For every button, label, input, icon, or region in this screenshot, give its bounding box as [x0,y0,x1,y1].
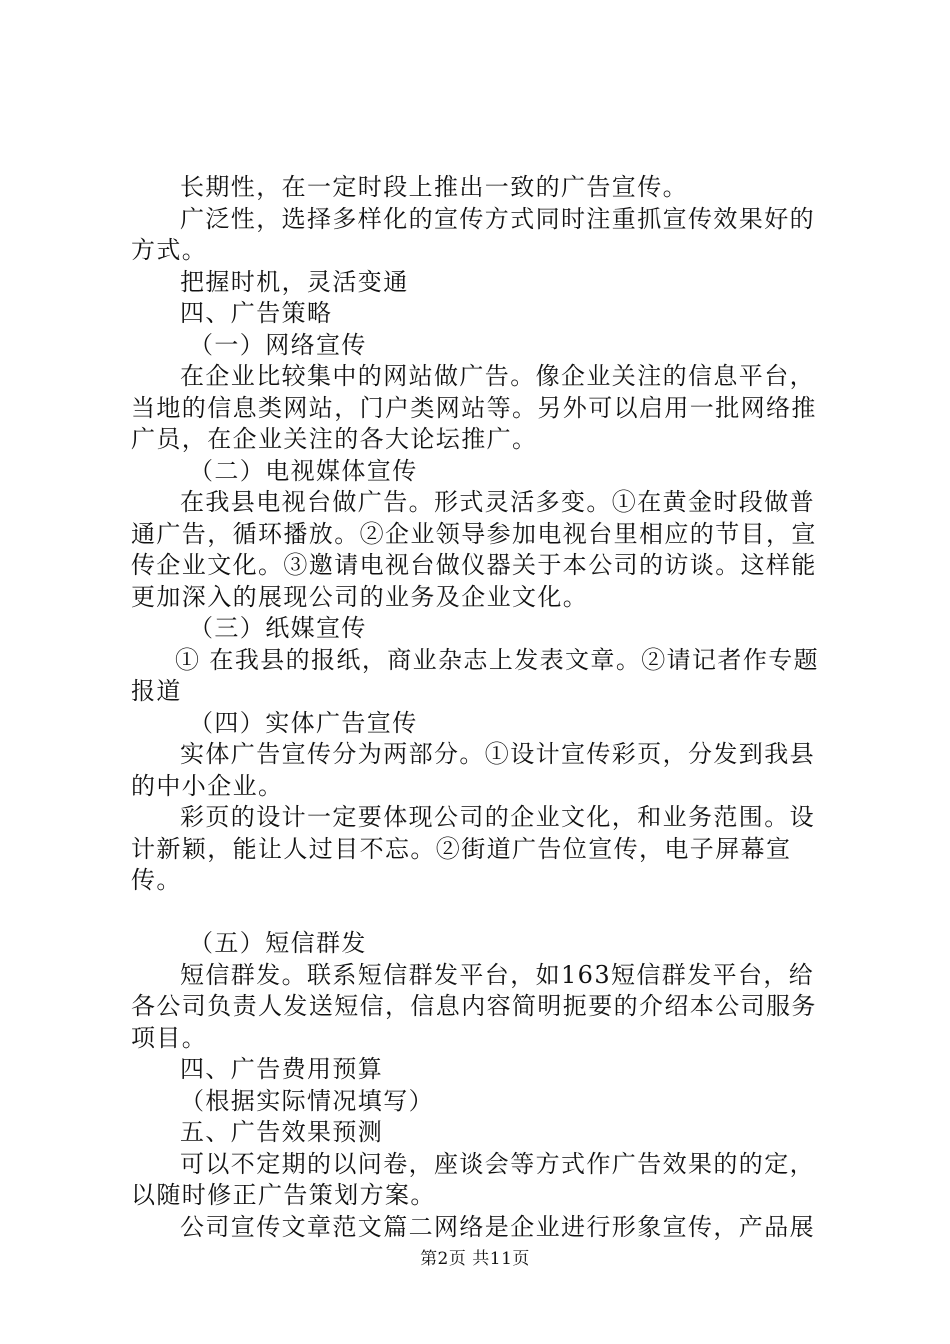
section-heading: （四）实体广告宣传 [189,708,418,737]
paragraph: 五、广告效果预测 [180,1118,384,1146]
paragraph: 可以不定期的以问卷，座谈会等方式作广告效果的的定，以随时修正广告策划方案。 [131,1149,815,1209]
section-heading: （三）纸媒宣传 [189,614,367,642]
document-body [131,172,831,1243]
blank-line [131,897,831,929]
paragraph: 在企业比较集中的网站做广告。像企业关注的信息平台，当地的信息类网站，门户类网站等。另外可以启用一批网络推广员，在企业关注的各大论坛推广。 [131,362,817,453]
paragraph: 实体广告宣传分为两部分。①设计宣传彩页，分发到我县的中小企业。 [131,740,815,800]
paragraph: 把握时机，灵活变通 [180,267,409,296]
paragraph: （根据实际情况填写） [180,1086,434,1115]
paragraph: 长期性，在一定时段上推出一致的广告宣传。 [180,173,688,201]
paragraph: 彩页的设计一定要体现公司的企业文化，和业务范围。设计新颖，能让人过目不忘。②街道广告位宣传，电子屏幕宣传。 [131,803,815,894]
paragraph: 四、广告费用预算 [180,1055,384,1083]
section-heading: （五）短信群发 [189,929,367,957]
paragraph: 四、广告策略 [180,299,333,327]
paragraph: 公司宣传文章范文篇二网络是企业进行形象宣传，产品展 [180,1212,815,1241]
paragraph: 短信群发。联系短信群发平台，如163短信群发平台，给各公司负责人发送短信，信息内容简明扼要的介绍本公司服务项目。 [131,960,817,1052]
paragraph: 广泛性，选择多样化的宣传方式同时注重抓宣传效果好的方式。 [131,204,815,264]
paragraph: 在我县电视台做广告。形式灵活多变。①在黄金时段做普通广告，循环播放。②企业领导参加电视台里相应的节目，宣传企业文化。③邀请电视台做仪器关于本公司的访谈。这样能更加深入的展现公司的业务及企业文化。 [131,488,817,611]
page-footer: 第2页 共11页 [420,1249,530,1269]
section-heading: （一）网络宣传 [189,330,367,359]
section-heading: （二）电视媒体宣传 [189,456,418,485]
paragraph: ① 在我县的报纸，商业杂志上发表文章。②请记者作专题报道 [131,645,820,705]
